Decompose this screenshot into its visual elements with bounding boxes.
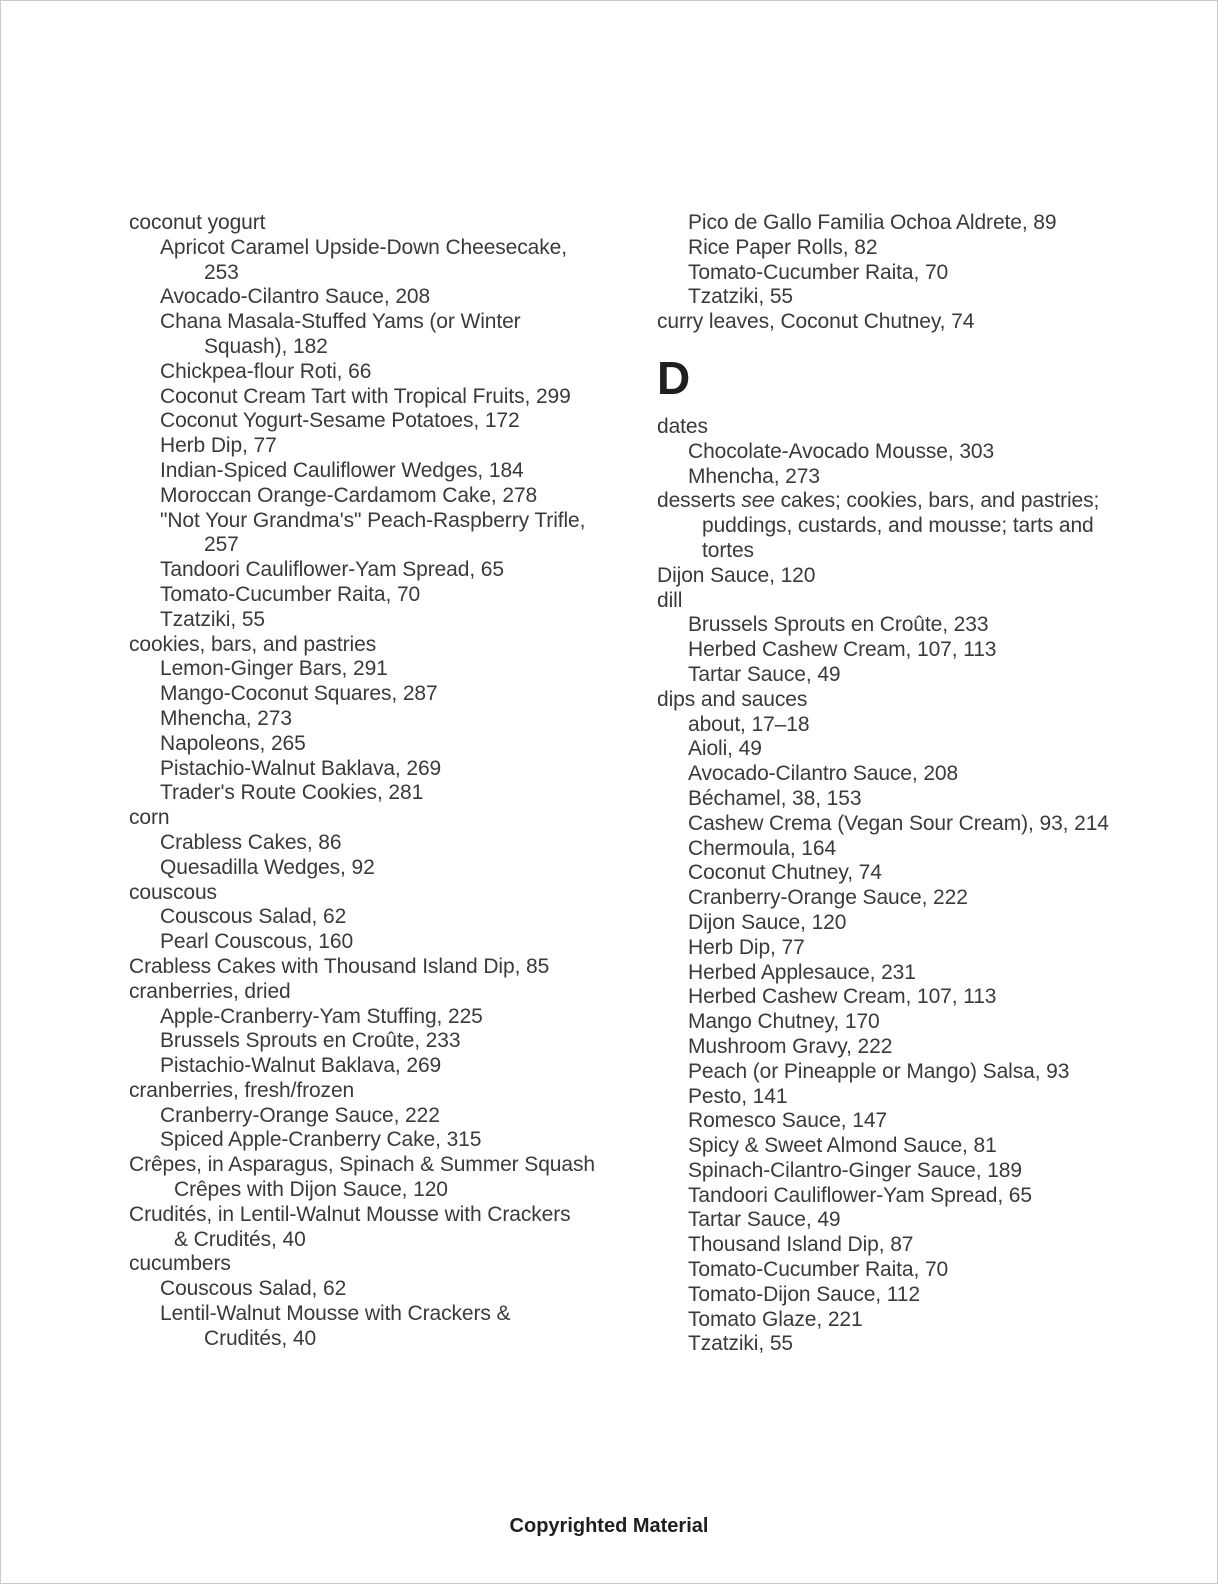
entry-text: cakes; cookies, bars, and pastries; xyxy=(774,489,1100,513)
index-entry-line: Tomato-Cucumber Raita, 70 xyxy=(688,1258,949,1282)
index-entry-line: dips and sauces xyxy=(657,687,808,711)
entry-text: desserts xyxy=(657,489,742,513)
index-entry-line: Romesco Sauce, 147 xyxy=(688,1109,887,1133)
index-entry-line: puddings, custards, and mousse; tarts and xyxy=(702,514,1094,538)
index-entry-line: Avocado-Cilantro Sauce, 208 xyxy=(160,285,431,309)
index-entry-line: Tomato Glaze, 221 xyxy=(688,1307,863,1331)
index-entry-line: Lemon-Ginger Bars, 291 xyxy=(160,657,388,681)
index-entry-line: Trader's Route Cookies, 281 xyxy=(160,781,424,805)
index-entry-line: curry leaves, Coconut Chutney, 74 xyxy=(657,310,975,334)
index-entry-line: Coconut Yogurt-Sesame Potatoes, 172 xyxy=(160,409,520,433)
index-entry-line: Tartar Sauce, 49 xyxy=(688,662,841,686)
index-entry-line: Tomato-Cucumber Raita, 70 xyxy=(160,582,421,606)
index-entry-line: Tomato-Dijon Sauce, 112 xyxy=(688,1282,920,1306)
index-entry-line: Cranberry-Orange Sauce, 222 xyxy=(160,1103,440,1127)
index-entry-line: & Crudités, 40 xyxy=(174,1227,306,1251)
index-entry-line: Herbed Cashew Cream, 107, 113 xyxy=(688,985,997,1009)
index-entry-line: Aioli, 49 xyxy=(688,737,762,761)
index-entry-line: Pistachio-Walnut Baklava, 269 xyxy=(160,1054,442,1078)
index-entry-line: cranberries, fresh/frozen xyxy=(129,1078,355,1102)
index-entry-line: Mango Chutney, 170 xyxy=(688,1010,880,1034)
index-entry-line: Spiced Apple-Cranberry Cake, 315 xyxy=(160,1128,482,1152)
index-entry-line: Pistachio-Walnut Baklava, 269 xyxy=(160,756,442,780)
index-entry-line: Crudités, 40 xyxy=(204,1326,317,1350)
cross-reference-see: see xyxy=(741,489,775,513)
index-entry-line: corn xyxy=(129,806,170,830)
index-entry-line: dates xyxy=(657,414,708,438)
index-entry-line: Mushroom Gravy, 222 xyxy=(688,1034,893,1058)
index-entry-line: coconut yogurt xyxy=(129,211,266,234)
index-entry-line: dill xyxy=(657,588,683,612)
index-entry-line: Chana Masala-Stuffed Yams (or Winter xyxy=(160,310,521,334)
index-entry-line: Spicy & Sweet Almond Sauce, 81 xyxy=(688,1134,997,1158)
index-entry-line: Herb Dip, 77 xyxy=(160,434,277,458)
index-entry-line: Mango-Coconut Squares, 287 xyxy=(160,682,438,706)
index-entry-line: Quesadilla Wedges, 92 xyxy=(160,855,375,879)
index-entry-line: Chickpea-flour Roti, 66 xyxy=(160,359,372,383)
index-entry-line: Cranberry-Orange Sauce, 222 xyxy=(688,886,968,910)
index-entry-line: Rice Paper Rolls, 82 xyxy=(688,235,878,259)
index-entry-line xyxy=(657,489,1137,514)
index-entry-line: Spinach-Cilantro-Ginger Sauce, 189 xyxy=(688,1158,1022,1182)
index-entry-line: 257 xyxy=(204,533,239,557)
index-entry-line: Cashew Crema (Vegan Sour Cream), 93, 214 xyxy=(688,811,1109,835)
index-entry-line: Dijon Sauce, 120 xyxy=(657,563,816,587)
index-entry-line: Tandoori Cauliflower-Yam Spread, 65 xyxy=(688,1183,1032,1207)
index-entry-line: couscous xyxy=(129,880,217,904)
index-entry-line: Brussels Sprouts en Croûte, 233 xyxy=(160,1029,461,1053)
index-entry-line: Couscous Salad, 62 xyxy=(160,905,347,929)
index-entry-line: Peach (or Pineapple or Mango) Salsa, 93 xyxy=(688,1059,1070,1083)
index-entry-line: Tzatziki, 55 xyxy=(688,1332,793,1356)
index-entry-line: Moroccan Orange-Cardamom Cake, 278 xyxy=(160,483,538,507)
index-entry-line: Coconut Chutney, 74 xyxy=(688,861,882,885)
index-entry-line: Mhencha, 273 xyxy=(160,706,292,730)
index-entry-line: Coconut Cream Tart with Tropical Fruits, 299 xyxy=(160,384,571,408)
index-entry-line: Squash), 182 xyxy=(204,334,328,358)
index-entry-line: Couscous Salad, 62 xyxy=(160,1277,347,1301)
index-entry-line: Pesto, 141 xyxy=(688,1084,788,1108)
index-entry-line: Crudités, in Lentil-Walnut Mousse with Crackers xyxy=(129,1202,571,1226)
index-entry-line: Mhencha, 273 xyxy=(688,464,820,488)
index-right-column xyxy=(657,211,1137,1357)
letter-heading-d: D xyxy=(657,351,691,404)
index-entry-line: Béchamel, 38, 153 xyxy=(688,786,862,810)
index-entry-line: about, 17–18 xyxy=(688,712,810,736)
index-entry-line: Herbed Applesauce, 231 xyxy=(688,960,916,984)
index-entry-line: Crêpes, in Asparagus, Spinach & Summer Squash xyxy=(129,1153,595,1177)
index-entry-line: Tomato-Cucumber Raita, 70 xyxy=(688,260,949,284)
index-left-column xyxy=(129,211,619,1352)
footer-copyright: Copyrighted Material xyxy=(509,1515,709,1537)
index-entry-line: Crabless Cakes with Thousand Island Dip, 85 xyxy=(129,954,550,978)
index-entry-line: cranberries, dried xyxy=(129,979,291,1003)
index-entry-line: Napoleons, 265 xyxy=(160,731,306,755)
index-entry-line: Tzatziki, 55 xyxy=(688,285,793,309)
index-entry-line: cookies, bars, and pastries xyxy=(129,632,377,656)
index-entry-line: Tartar Sauce, 49 xyxy=(688,1208,841,1232)
index-entry-line: Herbed Cashew Cream, 107, 113 xyxy=(688,638,997,662)
index-entry-line: Apple-Cranberry-Yam Stuffing, 225 xyxy=(160,1004,483,1028)
index-entry-line: Tandoori Cauliflower-Yam Spread, 65 xyxy=(160,558,504,582)
index-entry-line: Chermoula, 164 xyxy=(688,836,837,860)
index-entry-line: Thousand Island Dip, 87 xyxy=(688,1233,914,1257)
index-entry-line: Lentil-Walnut Mousse with Crackers & xyxy=(160,1302,511,1326)
index-entry-line: Avocado-Cilantro Sauce, 208 xyxy=(688,762,959,786)
index-entry-line: Chocolate-Avocado Mousse, 303 xyxy=(688,439,995,463)
index-entry-line: tortes xyxy=(702,538,754,562)
index-entry-line: Apricot Caramel Upside-Down Cheesecake, xyxy=(160,235,567,259)
index-entry-line: Herb Dip, 77 xyxy=(688,935,805,959)
index-entry-line: Indian-Spiced Cauliflower Wedges, 184 xyxy=(160,458,524,482)
index-entry-line: 253 xyxy=(204,260,239,284)
index-entry-line: Pico de Gallo Familia Ochoa Aldrete, 89 xyxy=(688,211,1057,234)
index-entry-line: "Not Your Grandma's" Peach-Raspberry Trifle, xyxy=(160,508,586,532)
index-entry-line: Dijon Sauce, 120 xyxy=(688,910,847,934)
index-entry-line: Pearl Couscous, 160 xyxy=(160,930,354,954)
index-entry-line: cucumbers xyxy=(129,1252,231,1276)
index-entry-line: Crêpes with Dijon Sauce, 120 xyxy=(174,1178,448,1202)
index-entry-line: Crabless Cakes, 86 xyxy=(160,830,342,854)
index-entry-line: Brussels Sprouts en Croûte, 233 xyxy=(688,613,989,637)
index-entry-line: Tzatziki, 55 xyxy=(160,607,265,631)
